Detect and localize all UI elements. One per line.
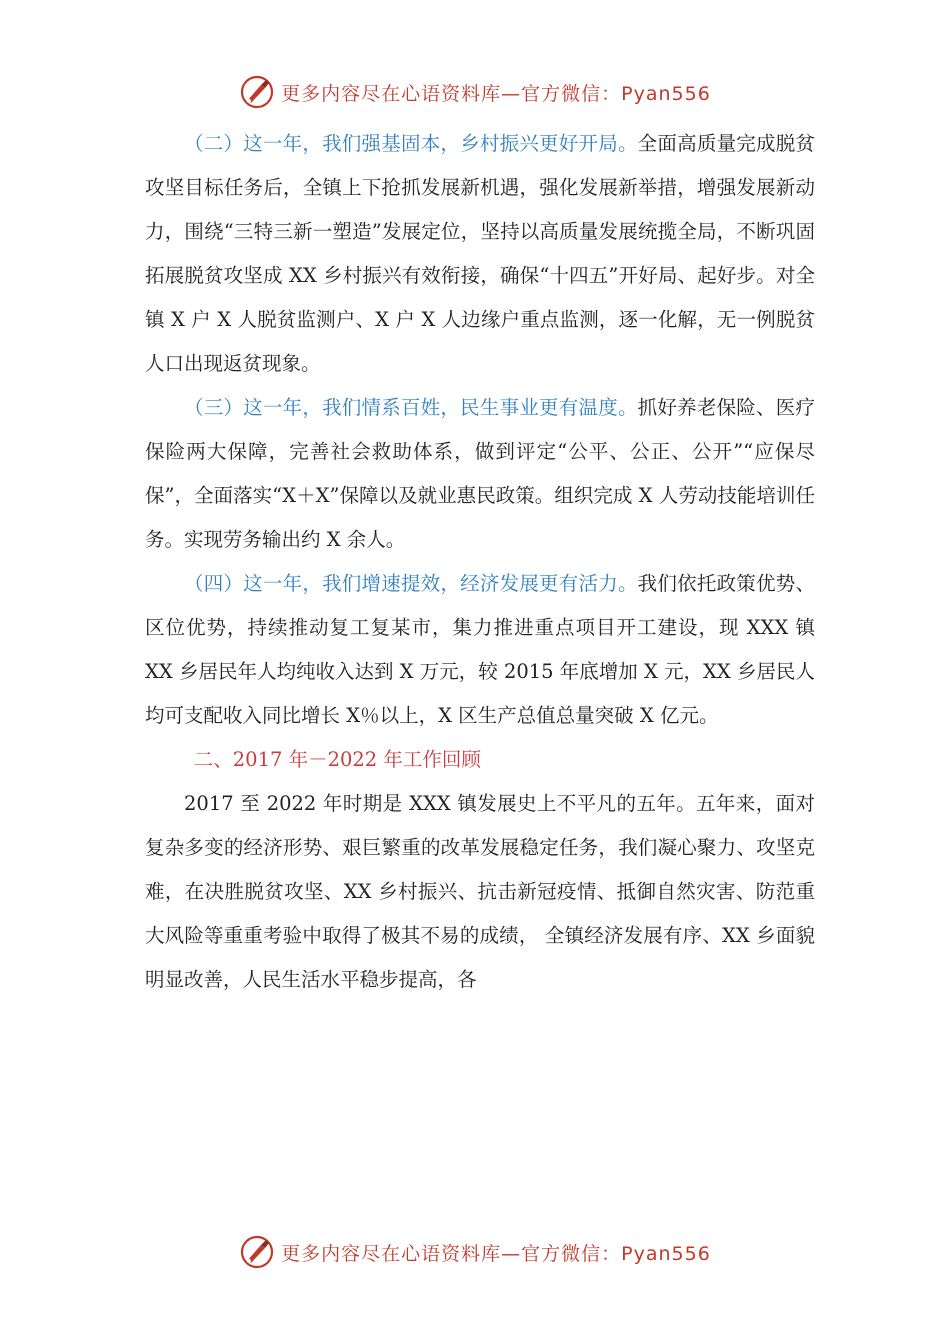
header-banner bbox=[0, 72, 950, 112]
paragraph-section-2 bbox=[145, 122, 815, 386]
section-2-body: 全面高质量完成脱贫攻坚目标任务后，全镇上下抢抓发展新机遇，强化发展新举措，增强发展新动力，围绕“三特三新一塑造”发展定位，坚持以高质量发展统揽全局，不断巩固拓展脱贫攻坚成 XX 乡村振兴有效衔接，确保“十四五”开好局、起好步。对全镇 X 户 X 人脱贫监测户、X 户 X 人边缘户重点监测，逐一化解，无一例脱贫人口出现返贫现象。 bbox=[145, 132, 815, 375]
document-body bbox=[145, 122, 815, 1002]
section-4-heading: （四）这一年，我们增速提效，经济发展更有活力。 bbox=[184, 572, 638, 595]
section-4-body: 我们依托政策优势、区位优势，持续推动复工复某市，集力推进重点项目开工建设，现 XXX 镇 XX 乡居民年人均纯收入达到 X 万元，较 2015 年底增加 X 元，XX 乡居民人均可支配收入同比增长 X％以上，X 区生产总值总量突破 X 亿元。 bbox=[145, 572, 816, 727]
paragraph-section-3 bbox=[145, 386, 815, 562]
paragraph-section-4 bbox=[145, 562, 815, 738]
footer-banner bbox=[0, 1232, 950, 1272]
banner-text: 更多内容尽在心语资料库—官方微信：Pyan556 bbox=[281, 82, 711, 105]
review-paragraph: 2017 至 2022 年时期是 XXX 镇发展史上不平凡的五年。五年来，面对复杂多变的经济形势、艰巨繁重的改革发展稳定任务，我们凝心聚力、攻坚克难，在决胜脱贫攻坚、XX 乡村振兴、抗击新冠疫情、抵御自然灾害、防范重大风险等重重考验中取得了极其不易的成绩， 全镇经济发展有序、XX 乡面貌明显改善，人民生活水平稳步提高，各 bbox=[145, 792, 815, 991]
section-3-body: 抓好养老保险、医疗保险两大保障，完善社会救助体系，做到评定“公平、公正、公开”“应保尽保”，全面落实“X＋X”保障以及就业惠民政策。组织完成 X 人劳动技能培训任务。实现劳务输出约 X 余人。 bbox=[145, 396, 815, 551]
pen-logo-icon bbox=[239, 1234, 275, 1270]
review-heading: 二、2017 年－2022 年工作回顾 bbox=[193, 748, 481, 771]
section-3-heading: （三）这一年，我们情系百姓，民生事业更有温度。 bbox=[184, 396, 638, 419]
pen-logo-icon bbox=[239, 74, 275, 110]
banner-text: 更多内容尽在心语资料库—官方微信：Pyan556 bbox=[281, 1242, 711, 1265]
section-2-heading: （二）这一年，我们强基固本，乡村振兴更好开局。 bbox=[184, 132, 638, 155]
